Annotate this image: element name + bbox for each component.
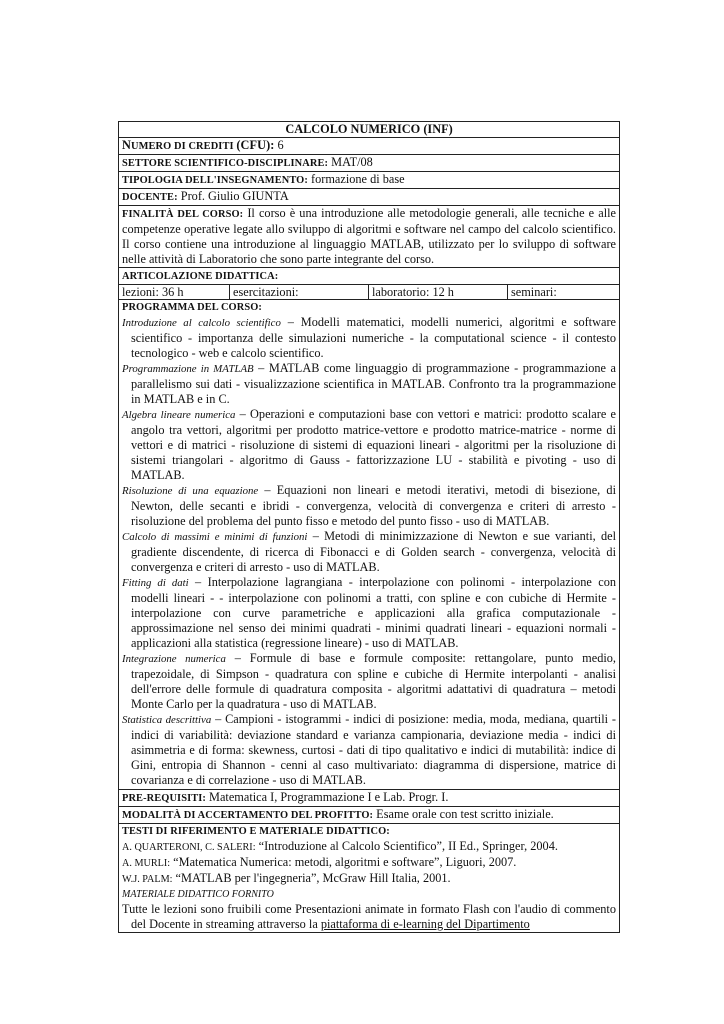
topic-item: Programmazione in MATLAB – MATLAB come linguaggio di programmazione - programmazione a parallelismo sui dati - visualizzazione scientifica in MATLAB. Confronto tra la programmazione in MATLAB e in C. [122, 361, 616, 406]
reference-item: A. MURLI: “Matematica Numerica: metodi, algoritmi e software”, Liguori, 2007. [122, 855, 517, 869]
topic-item: Fitting di dati – Interpolazione lagrangiana - interpolazione con polinomi - interpolazione con modelli lineari - - interpolazione con polinomi a tratti, con spline e con cubiche di Hermite - interpolazione con curve parametriche e applicazioni alla grafica computazionale - approssimazione nel senso dei minimi quadrati - minimi quadrati lineari - equazioni normali - applicazioni alla statistica (regressione lineare) - uso di MATLAB. [122, 575, 616, 650]
topic-item: Calcolo di massimi e minimi di funzioni – Metodi di minimizzazione di Newton e sue varianti, del gradiente discendente, di ricerca di Fibonacci e di Golden search - convergenza, velocità di convergenza e criteri di arresto - uso di MATLAB. [122, 529, 616, 574]
credits-row [119, 138, 620, 155]
credits-label: NUMERO DI CREDITI (CFU): [122, 138, 275, 152]
typology-label: TIPOLOGIA DELL'INSEGNAMENTO: [122, 175, 308, 186]
finalita-text: Il corso è una introduzione alle metodologie generali, alle tecniche e alle competenze operative legate allo sviluppo di algoritmi e software nel campo del calcolo scientifico. Il corso contiene una introduzione al linguaggio MATLAB, utilizzato per lo sviluppo di software nelle attività di Laboratorio che sono parte integrante del corso. [122, 206, 616, 266]
modalita-label: MODALITÀ DI ACCERTAMENTO DEL PROFITTO: [122, 810, 374, 821]
topic-item: Algebra lineare numerica – Operazioni e computazioni base con vettori e matrici: prodotto scalare e angolo tra vettori, algoritmi per prodotto matrice-vettore e prodotto matrice-matrice - norme di vettori e di matrici - risoluzione di sistemi di equazioni lineari - algoritmi per la risoluzione di sistemi triangolari - algoritmo di Gauss - fattorizzazione LU - stabilità e pivoting - uso di MATLAB. [122, 407, 616, 482]
articolazione-row [119, 285, 620, 300]
reference-item: W.J. PALM: “MATLAB per l'ingegneria”, McGraw Hill Italia, 2001. [122, 871, 451, 885]
programma-label: PROGRAMMA DEL CORSO: [122, 302, 262, 313]
articolazione-heading [119, 268, 620, 285]
teacher-value: Prof. Giulio GIUNTA [177, 189, 289, 203]
testi-section [119, 824, 620, 933]
prerequisiti-value: Matematica I, Programmazione I e Lab. Progr. I. [205, 790, 449, 804]
credits-value: 6 [274, 138, 284, 152]
teacher-row [119, 189, 620, 206]
finalita-row [119, 206, 620, 268]
sector-row [119, 155, 620, 172]
course-sheet [118, 121, 620, 933]
reference-item: A. QUARTERONI, C. SALERI: “Introduzione al Calcolo Scientifico”, II Ed., Springer, 2004. [122, 839, 558, 853]
art-lezioni: lezioni: 36 h [119, 285, 230, 299]
sector-label: SETTORE SCIENTIFICO-DISCIPLINARE: [122, 158, 329, 169]
topic-item: Introduzione al calcolo scientifico – Modelli matematici, modelli numerici, algoritmi e software scientifico - importanza delle simulazioni numeriche - la computational science - il contesto tecnologico - web e calcolo scientifico. [122, 315, 616, 360]
typology-value: formazione di base [307, 172, 405, 186]
modalita-value: Esame orale con test scritto iniziale. [373, 807, 554, 821]
programma-section [119, 300, 620, 790]
course-table [118, 121, 620, 933]
elearning-link[interactable]: piattaforma di e-learning del Dipartimento [320, 917, 530, 931]
topic-item: Integrazione numerica – Formule di base e formule composite: rettangolare, punto medio, trapezoidale, di Simpson - quadratura con spline e cubiche di Hermite interpolanti - analisi dell'errore delle formule di quadratura composita - algoritmi adattativi di quadratura – metodi Monte Carlo per la quadratura - uso di MATLAB. [122, 651, 616, 711]
prerequisiti-row [119, 790, 620, 807]
topic-item: Statistica descrittiva – Campioni - istogrammi - indici di posizione: media, moda, mediana, quartili - indici di variabilità: deviazione standard e varianza campionaria, deviazione media - indici di asimmetria e di forma: skewness, curtosi - dati di tipo qualitativo e indici di mutabilità: indice di Gini, entropia di Shannon - cenni al caso multivariato: diagramma di dispersione, matrice di covarianza e di correlazione - uso di MATLAB. [122, 712, 616, 787]
art-seminari: seminari: [511, 285, 557, 299]
materiale-label: MATERIALE DIDATTICO FORNITO [122, 889, 274, 900]
prerequisiti-label: PRE-REQUISITI: [122, 793, 206, 804]
materiale-text: Tutte le lezioni sono fruibili come Presentazioni animate in formato Flash con l'audio di commento del Docente in streaming attraverso la piattaforma di e-learning del Dipartimento [122, 902, 616, 931]
teacher-label: DOCENTE: [122, 192, 178, 203]
topic-item: Risoluzione di una equazione – Equazioni non lineari e metodi iterativi, metodi di bisezione, di Newton, delle secanti e ibridi - convergenza, velocità di convergenza e criteri di arresto - risoluzione del problema del punto fisso e metodo del punto fisso - uso di MATLAB. [122, 483, 616, 528]
art-laboratorio: laboratorio: 12 h [369, 285, 508, 299]
typology-row [119, 172, 620, 189]
finalita-label: FINALITÀ DEL CORSO: [122, 209, 244, 220]
articolazione-label: ARTICOLAZIONE DIDATTICA: [122, 271, 279, 282]
testi-label: TESTI DI RIFERIMENTO E MATERIALE DIDATTICO: [122, 826, 390, 837]
sector-value: MAT/08 [328, 155, 373, 169]
art-esercitazioni: esercitazioni: [230, 285, 369, 299]
modalita-row [119, 807, 620, 824]
articolazione-table [119, 285, 619, 299]
course-title: CALCOLO NUMERICO (INF) [119, 122, 620, 138]
